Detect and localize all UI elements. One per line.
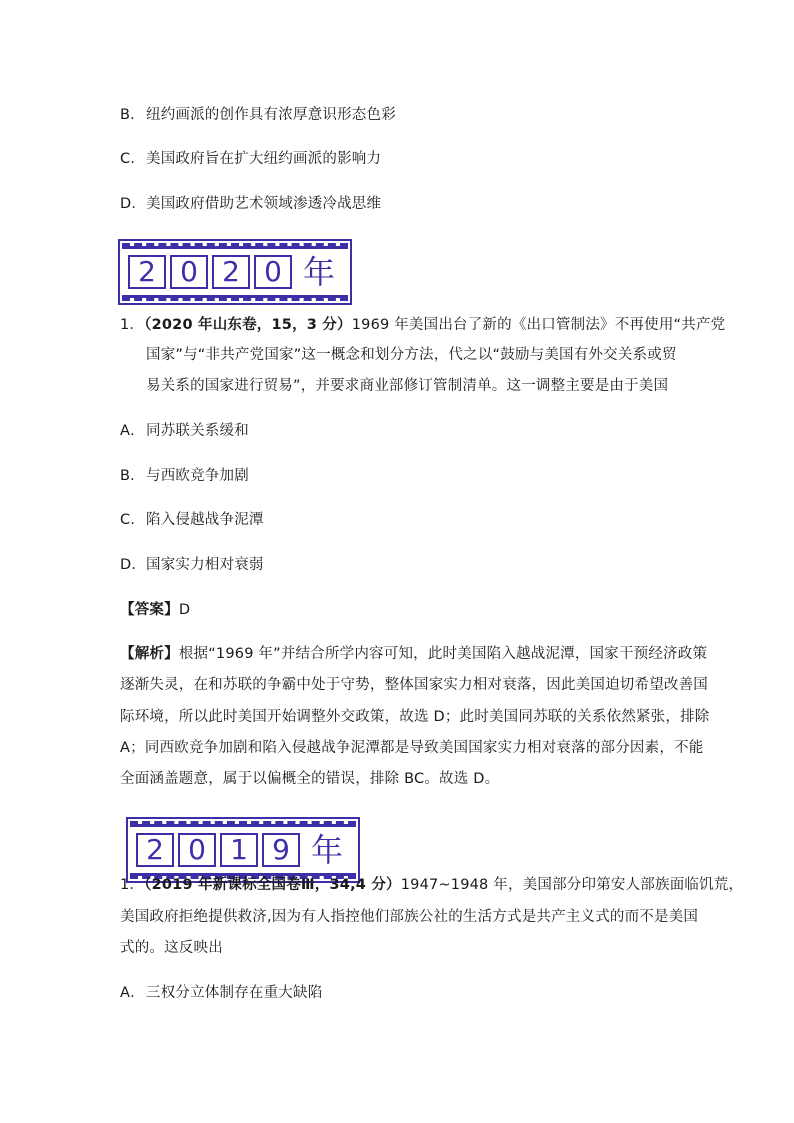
year-digit: 1 (220, 833, 258, 867)
year-banner-2020 (122, 243, 348, 301)
question-source: （2020 年山东卷，15，3 分） (144, 317, 352, 333)
year-digit: 0 (178, 833, 216, 867)
question-2019-line1 (120, 873, 743, 894)
year-digit: 0 (254, 255, 292, 289)
analysis-text: 根据“1969 年”并结合所学内容可知，此时美国陷入越战泥潭，国家干预经济政策 (178, 646, 708, 662)
option-text: 三权分立体制存在重大缺陷 (146, 985, 323, 1001)
year-digit: 2 (212, 255, 250, 289)
option-d (120, 553, 264, 574)
year-digit: 2 (128, 255, 166, 289)
question-text: 1969 年美国出台了新的《出口管制法》不再使用“共产党 (351, 317, 726, 333)
option-letter: D． (120, 196, 147, 212)
option-letter: C． (120, 512, 146, 528)
answer (120, 598, 190, 619)
option-c (120, 147, 381, 168)
year-digit: 2 (136, 833, 174, 867)
option-text: 同苏联关系缓和 (146, 423, 249, 439)
option-text: 美国政府旨在扩大纽约画派的影响力 (146, 151, 382, 167)
option-text: 美国政府借助艺术领域渗透冷战思维 (146, 196, 382, 212)
question-number: 1． (120, 877, 145, 893)
question-2020-line1 (120, 313, 725, 334)
option-letter: B． (120, 107, 145, 123)
option-letter: C． (120, 151, 146, 167)
option-d (120, 192, 381, 213)
option-text: 陷入侵越战争泥潭 (146, 512, 264, 528)
analysis-line: 全面涵盖题意，属于以偏概全的错误，排除 BC。故选 D。 (120, 771, 500, 787)
year-banner-2019 (130, 821, 356, 879)
option-letter: D． (120, 557, 147, 573)
option-letter: A． (120, 985, 145, 1001)
question-2020-line3: 易关系的国家进行贸易”，并要求商业部修订管制清单。这一调整主要是由于美国 (146, 378, 669, 394)
question-2019-line2: 美国政府拒绝提供救济,因为有人指控他们部族公社的生活方式是共产主义式的而不是美国 (120, 909, 699, 925)
option-letter: B． (120, 468, 145, 484)
question-2019-line3: 式的。这反映出 (120, 940, 223, 956)
option-b (120, 103, 396, 124)
option-text: 纽约画派的创作具有浓厚意识形态色彩 (146, 107, 396, 123)
analysis-line (120, 642, 707, 663)
option-text: 国家实力相对衰弱 (146, 557, 264, 573)
question-number: 1． (120, 317, 145, 333)
year-suffix: 年 (302, 253, 335, 291)
option-a (120, 419, 249, 440)
analysis-line: 逐渐失灵，在和苏联的争霸中处于守势，整体国家实力相对衰落，因此美国迫切希望改善国 (120, 677, 708, 693)
option-c (120, 508, 264, 529)
analysis-line: 际环境，所以此时美国开始调整外交政策，故选 D；此时美国同苏联的关系依然紧张，排除 (120, 709, 710, 725)
year-digit: 0 (170, 255, 208, 289)
analysis-label: 【解析】 (120, 646, 179, 662)
question-2020-line2: 国家”与“非共产党国家”这一概念和划分方法，代之以“鼓励与美国有外交关系或贸 (146, 347, 677, 363)
analysis-line: A；同西欧竞争加剧和陷入侵越战争泥潭都是导致美国国家实力相对衰落的部分因素，不能 (120, 740, 704, 756)
answer-value: D (178, 602, 191, 618)
option-a (120, 981, 322, 1002)
question-source: （2019 年新课标全国卷Ⅲ，34,4 分） (144, 877, 401, 893)
question-text: 1947~1948 年，美国部分印第安人部族面临饥荒， (400, 877, 744, 893)
year-digit: 9 (262, 833, 300, 867)
option-letter: A． (120, 423, 145, 439)
year-suffix: 年 (310, 831, 343, 869)
answer-label: 【答案】 (120, 602, 179, 618)
option-b (120, 464, 249, 485)
option-text: 与西欧竞争加剧 (146, 468, 249, 484)
